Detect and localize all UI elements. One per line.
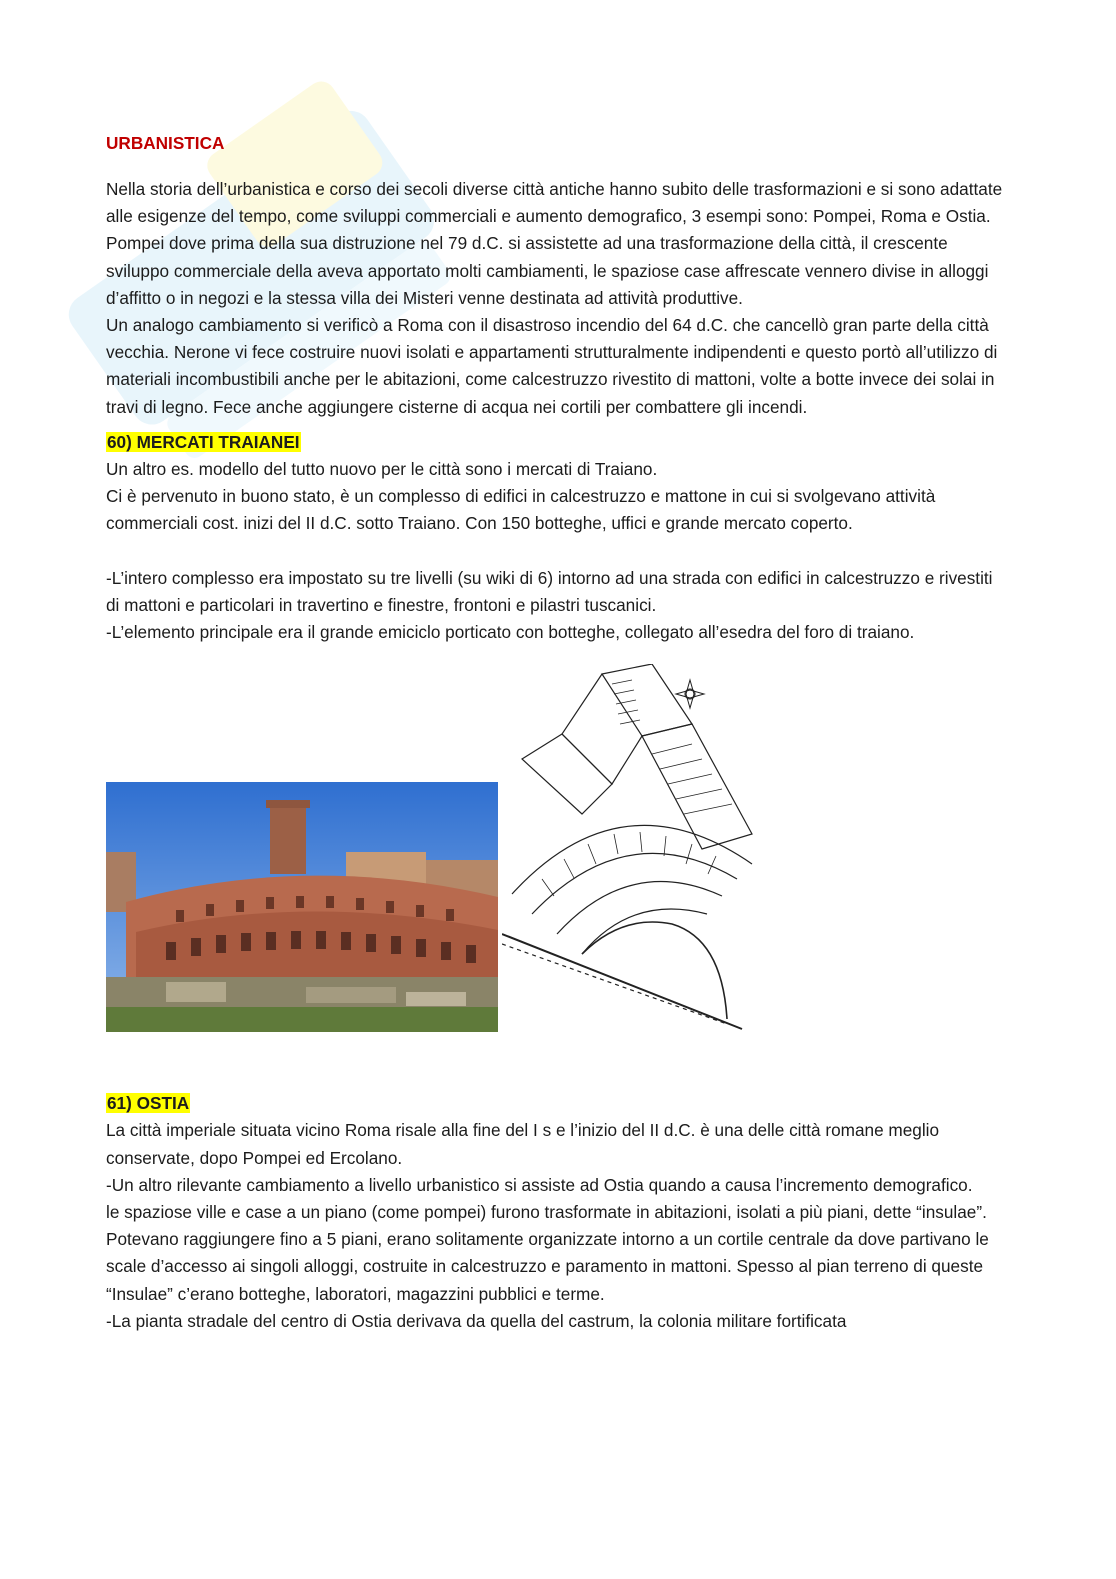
page-title: URBANISTICA <box>106 133 225 153</box>
section-mercati-traianei <box>106 429 1006 646</box>
section-paragraph: Ci è pervenuto in buono stato, è un complesso di edifici in calcestruzzo e mattone in cui si svolgevano attività commerciali cost. inizi del II d.C. sotto Traiano. Con 150 botteghe, uffici e grande mercato coperto. <box>106 486 936 534</box>
section-heading: 60) MERCATI TRAIANEI <box>107 431 300 452</box>
markets-axonometric-drawing <box>502 664 758 1036</box>
intro-section <box>106 176 1006 421</box>
section-paragraph: -L’intero complesso era impostato su tre livelli (su wiki di 6) intorno ad una strada con edifici in calcestruzzo e rivestiti di mattoni e particolari in travertino e finestre, frontoni e pilastri tuscanici. <box>106 567 993 615</box>
document-page <box>106 130 1006 1335</box>
figures-row <box>106 664 1006 1074</box>
section-paragraph: Un altro es. modello del tutto nuovo per le città sono i mercati di Traiano. <box>106 459 658 480</box>
section-paragraph: le spaziose ville e case a un piano (come pompei) furono trasformate in abitazioni, isolati a più piani, dette “insulae”. <box>106 1202 987 1223</box>
section-paragraph: -La pianta stradale del centro di Ostia derivava da quella del castrum, la colonia militare fortificata <box>106 1310 847 1331</box>
section-paragraph: -Un altro rilevante cambiamento a livello urbanistico si assiste ad Ostia quando a causa l’incremento demografico. <box>106 1174 973 1195</box>
section-ostia <box>106 1090 1006 1335</box>
intro-paragraph: Nella storia dell’urbanistica e corso dei secoli diverse città antiche hanno subito delle trasformazioni e si sono adattate alle esigenze del tempo, come sviluppi commerciali e aumento demografico, 3 esempi sono: Pompei, Roma e Ostia. <box>106 179 1003 227</box>
intro-paragraph: Un analogo cambiamento si verificò a Roma con il disastroso incendio del 64 d.C. che cancellò gran parte della città vecchia. Nerone vi fece costruire nuovi isolati e appartamenti strutturalmente indipendenti e questo portò all’utilizzo di materiali incombustibili anche per le abitazioni, come calcestruzzo rivestito di mattoni, volte a botte invece dei solai in travi di legno. Fece anche aggiungere cisterne di acqua nei cortili per combattere gli incendi. <box>106 315 998 417</box>
section-paragraph: La città imperiale situata vicino Roma risale alla fine del I s e l’inizio del II d.C. è una delle città romane meglio conservate, dopo Pompei ed Ercolano. <box>106 1120 940 1168</box>
north-arrow-icon <box>676 680 704 708</box>
trajan-markets-photo <box>106 782 498 1032</box>
section-heading: 61) OSTIA <box>107 1093 190 1114</box>
section-paragraph: Potevano raggiungere fino a 5 piani, erano solitamente organizzate intorno a un cortile centrale da dove partivano le scale d’accesso ai singoli alloggi, costruite in calcestruzzo e paramento in mattoni. Spesso al pian terreno di queste “Insulae” c’erano botteghe, laboratori, magazzini pubblici e terme. <box>106 1229 989 1304</box>
intro-paragraph: Pompei dove prima della sua distruzione nel 79 d.C. si assistette ad una trasformazione della città, il crescente sviluppo commerciale della aveva apportato molti cambiamenti, le spaziose case affrescate vennero divise in alloggi d’affitto o in negozi e la stessa villa dei Misteri venne destinata ad attività produttive. <box>106 233 989 308</box>
section-paragraph: -L’elemento principale era il grande emiciclo porticato con botteghe, collegato all’esedra del foro di traiano. <box>106 622 915 643</box>
